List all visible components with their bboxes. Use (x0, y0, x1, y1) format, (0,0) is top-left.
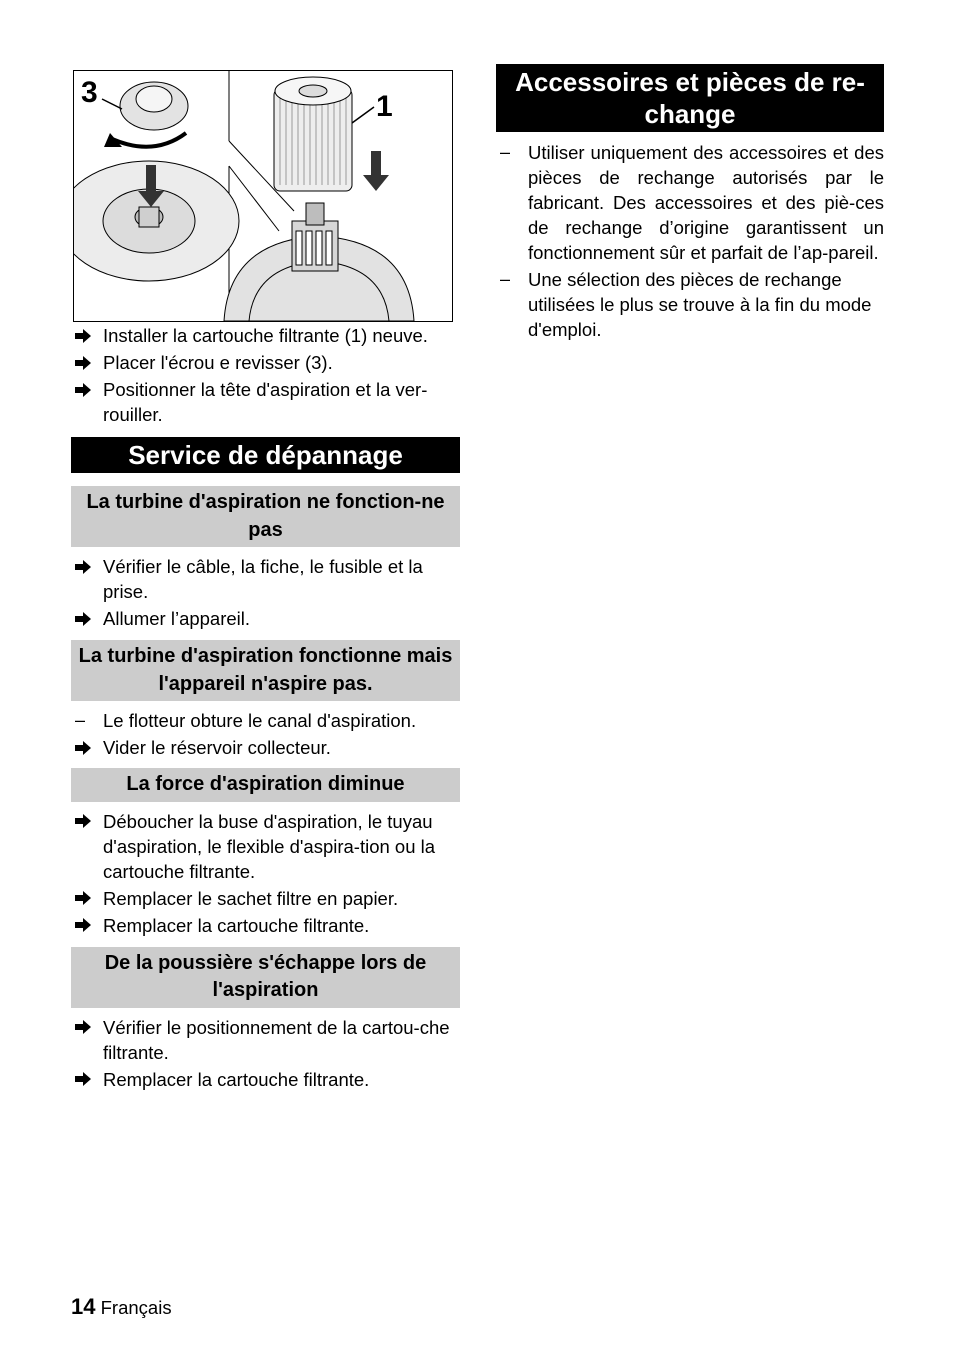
list-item (71, 1015, 460, 1065)
item-text: Vider le réservoir collecteur. (103, 737, 331, 758)
arrow-right-icon (75, 1015, 95, 1040)
item-text: Allumer l’appareil. (103, 608, 251, 629)
cartridge-drawing (74, 71, 452, 321)
subsection-list (71, 554, 460, 631)
section-title-accessories: Accessoires et pièces de re-change (496, 64, 884, 132)
item-text: Une sélection des pièces de rechange utilisées le plus se trouve à la fin du mode d'emploi. (528, 269, 872, 340)
item-text: Le flotteur obture le canal d'aspiration. (103, 710, 417, 731)
subsection-heading: La turbine d'aspiration ne fonction-ne pas (71, 486, 460, 547)
subsection-heading: De la poussière s'échappe lors de l'aspiration (71, 947, 460, 1008)
callout-1: 1 (376, 90, 393, 123)
list-item (496, 140, 884, 265)
subsection-heading: La force d'aspiration diminue (71, 768, 460, 802)
arrow-right-icon (75, 554, 95, 579)
list-item (71, 350, 460, 375)
list-item (71, 606, 460, 631)
footer-language: Français (100, 1297, 172, 1318)
subsection-list (71, 1015, 460, 1092)
item-text: Utiliser uniquement des accessoires et des pièces de rechange autorisés par le fabricant. Des accessoires et des piè-ces de rechange d’origine garantissent un fonctionnement sûr et parfait de l’ap-pareil. (528, 142, 884, 263)
arrow-right-icon (75, 735, 95, 760)
accessories-list (496, 140, 884, 342)
arrow-right-icon (75, 1067, 95, 1092)
dash-marker: – (500, 269, 511, 289)
subsection-list (71, 809, 460, 938)
install-steps (71, 323, 460, 427)
step-text: Installer la cartouche filtrante (1) neuve. (103, 325, 428, 346)
list-item (496, 267, 884, 342)
item-text: Remplacer le sachet filtre en papier. (103, 887, 399, 909)
arrow-right-icon (75, 323, 95, 348)
list-item (71, 809, 460, 884)
step-text: Positionner la tête d'aspiration et la ver-rouiller. (103, 379, 428, 425)
item-text: Remplacer la cartouche filtrante. (103, 914, 370, 936)
dash-marker: – (75, 710, 86, 730)
page-number: 14 (71, 1294, 96, 1319)
list-item (71, 554, 460, 604)
subsection-heading: La turbine d'aspiration fonctionne mais l'appareil n'aspire pas. (71, 640, 460, 701)
item-text: Remplacer la cartouche filtrante. (103, 1068, 370, 1090)
list-item (71, 913, 460, 938)
arrow-right-icon (75, 606, 95, 631)
arrow-right-icon (75, 913, 95, 938)
item-text: Déboucher la buse d'aspiration, le tuyau d'aspiration, le flexible d'aspira-tion ou la cartouche filtrante. (103, 810, 436, 882)
right-column (496, 64, 884, 342)
arrow-right-icon (75, 377, 95, 402)
list-item (71, 377, 460, 427)
page-footer (71, 1294, 172, 1320)
step-text: Placer l'écrou e revisser (3). (103, 352, 333, 373)
list-item (71, 708, 460, 733)
item-text: Vérifier le câble, la fiche, le fusible et la prise. (103, 556, 423, 602)
dash-marker: – (500, 142, 511, 162)
list-item (71, 323, 460, 348)
filter-cartridge-illustration (73, 70, 453, 322)
section-title-service: Service de dépannage (71, 437, 460, 473)
arrow-right-icon (75, 350, 95, 375)
item-text: Vérifier le positionnement de la cartou-che filtrante. (103, 1016, 450, 1063)
arrow-right-icon (75, 886, 95, 911)
arrow-right-icon (75, 809, 95, 834)
list-item (71, 1067, 460, 1092)
left-column (71, 70, 460, 1092)
subsection-list (71, 708, 460, 760)
list-item (71, 886, 460, 911)
callout-3: 3 (81, 76, 98, 109)
list-item (71, 735, 460, 760)
